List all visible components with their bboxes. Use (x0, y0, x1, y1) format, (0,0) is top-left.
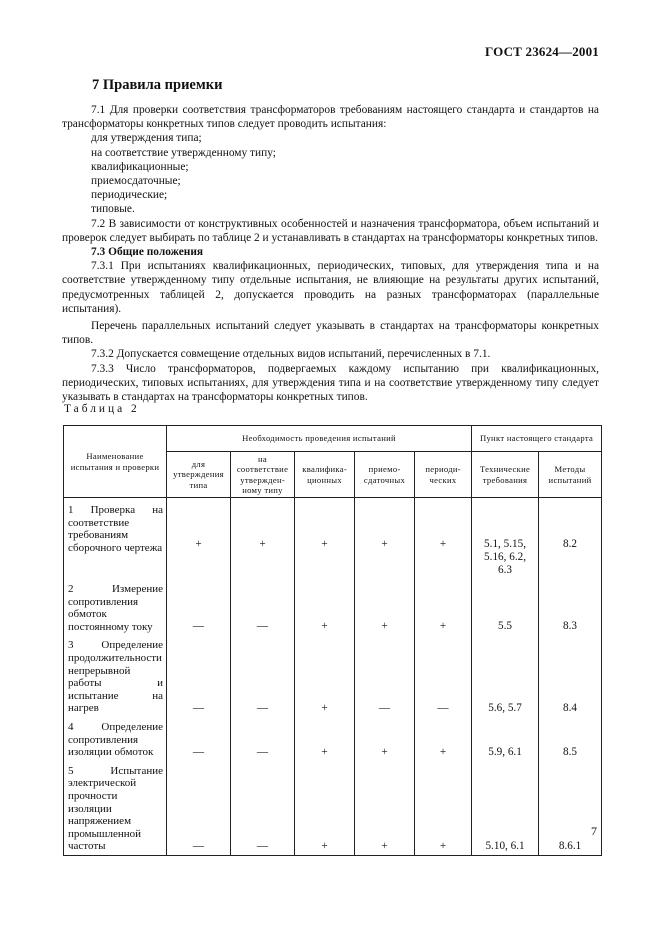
standard-designation: ГОСТ 23624—2001 (484, 44, 599, 59)
page-number: 7 (591, 824, 597, 838)
mark-value: + (381, 745, 388, 758)
test-method-clause (539, 635, 602, 717)
test-name: 3 Определение продолжительности непрерывной работы и испытание на нагрев (64, 635, 167, 717)
mark-value: + (439, 839, 447, 852)
clause-value: 5.10, 6.1 (485, 839, 525, 852)
mark-conformity (231, 579, 295, 635)
list-item: типовые. (91, 203, 135, 216)
mark-value: + (321, 701, 328, 714)
mark-acceptance (355, 717, 415, 761)
clause-value: 8.6.1 (558, 839, 582, 852)
mark-periodic (415, 635, 472, 717)
table-caption: Таблица 2 (64, 403, 140, 415)
mark-qualification (295, 761, 355, 856)
header-test-name: Наименование испытания и проверки (64, 426, 167, 498)
header-conformity: на соответствие утвержденному типу (231, 452, 295, 498)
table-row (64, 635, 602, 717)
header-type-approval: для утверждения типа (167, 452, 231, 498)
list-item: периодические; (91, 189, 168, 202)
mark-qualification (295, 635, 355, 717)
mark-type-approval (167, 761, 231, 856)
tech-requirements-clause (472, 717, 539, 761)
mark-periodic (415, 579, 472, 635)
mark-qualification (295, 717, 355, 761)
mark-acceptance (355, 498, 415, 580)
clause-value: 5.5 (498, 620, 513, 633)
mark-value: + (439, 620, 447, 633)
mark-periodic (415, 498, 472, 580)
list-item: приемосдаточные; (91, 175, 181, 188)
test-method-clause (539, 498, 602, 580)
clause-value: 8.3 (563, 620, 578, 633)
table-row (64, 761, 602, 856)
mark-value: + (439, 538, 447, 550)
mark-value: — (437, 701, 449, 714)
clause-value: 8.4 (563, 701, 578, 714)
tech-requirements-clause (472, 635, 539, 717)
paragraph-7-3-1: 7.3.1 При испытаниях квалификационных, периодических, типовых, для утверждения типа и на соответствие утвержденному типу отдельные испытания, не влияющие на результаты других испытаний, предусмотренных таблицей 2, допускается проводить на разных трансформаторах (параллельные испытания). (62, 260, 599, 315)
mark-periodic (415, 761, 472, 856)
paragraph-7-3-2: 7.3.2 Допускается совмещение отдельных видов испытаний, перечисленных в 7.1. (91, 348, 491, 361)
table-row (64, 717, 602, 761)
mark-conformity (231, 498, 295, 580)
test-method-clause (539, 717, 602, 761)
clause-value: 5.9, 6.1 (488, 745, 522, 758)
mark-conformity (231, 761, 295, 856)
mark-value: + (321, 745, 328, 758)
table-row (64, 579, 602, 635)
mark-value: + (439, 745, 447, 758)
list-item: на соответствие утвержденному типу; (91, 146, 276, 159)
header-tech-requirements: Технические требования (472, 452, 539, 498)
mark-value: + (195, 538, 202, 550)
paragraph-7-3-1-parallel-list: Перечень параллельных испытаний следует указывать в стандартах на трансформаторы конкретных типов. (62, 320, 599, 347)
mark-acceptance (355, 579, 415, 635)
tests-table (63, 425, 602, 856)
mark-value: + (381, 620, 388, 633)
header-clause: Пункт настоящего стандарта (472, 426, 602, 452)
mark-qualification (295, 579, 355, 635)
mark-value: + (381, 839, 388, 852)
mark-value: + (321, 620, 328, 633)
mark-conformity (231, 635, 295, 717)
clause-value: 8.2 (563, 538, 578, 550)
section-title: 7 Правила приемки (92, 77, 223, 93)
mark-value: + (321, 538, 328, 550)
mark-value: — (256, 745, 269, 758)
mark-value: — (256, 701, 269, 714)
paragraph-7-1: 7.1 Для проверки соответствия трансформаторов требованиям настоящего стандарта и стандартов на трансформаторы конкретных типов следует проводить испытания: (62, 104, 599, 131)
mark-acceptance (355, 761, 415, 856)
section-body (62, 103, 599, 404)
table-row (64, 498, 602, 580)
mark-value: — (192, 839, 205, 852)
header-qualification: квалификационных (295, 452, 355, 498)
paragraph-7-2: 7.2 В зависимости от конструктивных особенностей и назначения трансформатора, объем испытаний и проверок следует выбирать по таблице 2 и устанавливать в стандартах на трансформаторы конкретных типов. (62, 217, 599, 244)
mark-value: — (192, 745, 205, 758)
tech-requirements-clause (472, 498, 539, 580)
clause-value: 8.5 (563, 745, 578, 758)
mark-value: — (256, 620, 269, 633)
mark-value: + (321, 839, 328, 852)
tech-requirements-clause (472, 761, 539, 856)
test-method-clause (539, 579, 602, 635)
paragraph-7-3-3: 7.3.3 Число трансформаторов, подвергаемых каждому испытанию при квалификационных, периодических, типовых испытаниях, для утверждения типа и на соответствие утвержденному типу следует указывать в стандартах на трансформаторы конкретных типов. (62, 362, 599, 404)
mark-value: — (256, 839, 269, 852)
test-name: 2 Измерение сопротивления обмоток постоянному току (64, 579, 167, 635)
mark-type-approval (167, 635, 231, 717)
mark-conformity (231, 717, 295, 761)
mark-type-approval (167, 717, 231, 761)
mark-periodic (415, 717, 472, 761)
mark-type-approval (167, 579, 231, 635)
clause-value: 5.1, 5.15, 5.16, 6.2, 6.3 (484, 538, 526, 576)
tech-requirements-clause (472, 579, 539, 635)
mark-value: + (259, 538, 266, 550)
list-item: для утверждения типа; (91, 132, 202, 145)
header-test-methods: Методы испытаний (539, 452, 602, 498)
mark-value: — (192, 620, 205, 633)
mark-value: — (192, 701, 205, 714)
list-item: квалификационные; (91, 160, 189, 173)
header-necessity: Необходимость проведения испытаний (167, 426, 472, 452)
header-periodic: периодических (415, 452, 472, 498)
clause-value: 5.6, 5.7 (488, 701, 522, 714)
mark-qualification (295, 498, 355, 580)
mark-value: — (378, 701, 391, 714)
test-name: 4 Определение сопротивления изоляции обмоток (64, 717, 167, 761)
test-name: 1 Проверка на соответствие требованиям сборочного чертежа (64, 498, 167, 580)
test-method-clause (539, 761, 602, 856)
mark-type-approval (167, 498, 231, 580)
subsection-title-7-3: 7.3 Общие положения (91, 246, 204, 259)
test-name: 5 Испытание электрической прочности изоляции напряжением промышленной частоты (64, 761, 167, 856)
header-acceptance: приемосдаточных (355, 452, 415, 498)
mark-acceptance (355, 635, 415, 717)
mark-value: + (381, 538, 388, 550)
